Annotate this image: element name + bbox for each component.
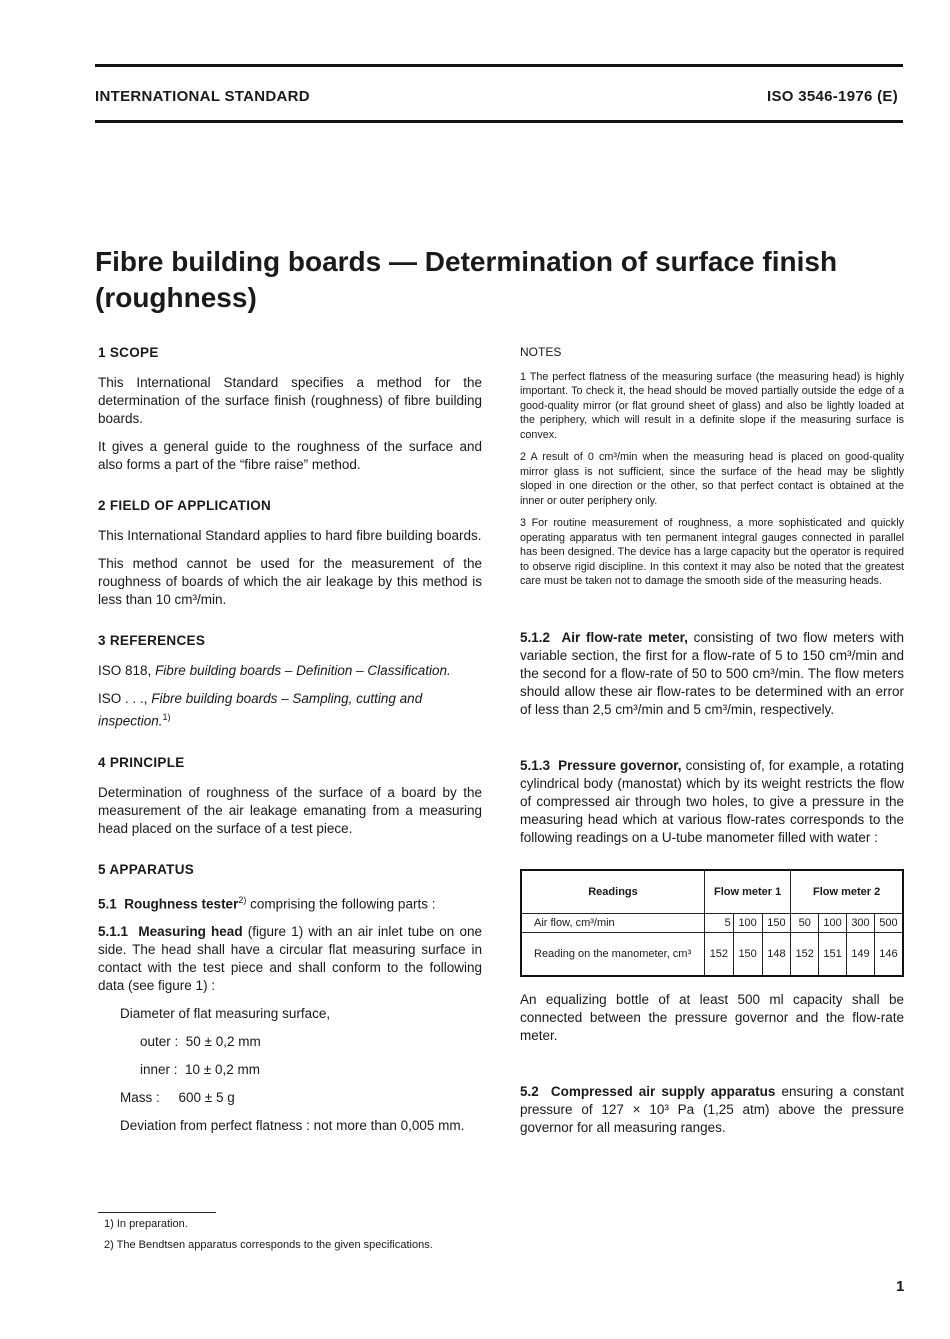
field-paragraph-1: This International Standard applies to hard fibre building boards. [98, 528, 482, 543]
clause-5-1-2-number: 5.1.2 [520, 629, 551, 645]
table-cell: 148 [762, 932, 791, 976]
footnote-rule [98, 1212, 216, 1213]
scope-paragraph-2: It gives a general guide to the roughness of the surface and also forms a part of the “fibre raise” method. [98, 439, 482, 472]
clause-5-2-number: 5.2 [520, 1083, 539, 1099]
mass-spec: Mass : 600 ± 5 g [120, 1090, 235, 1105]
reference-2-number: ISO . . ., [98, 691, 148, 706]
section-field-heading: 2 FIELD OF APPLICATION [98, 498, 272, 513]
note-2: 2 A result of 0 cm³/min when the measuring head is placed on good-quality mirror glass is not sufficient, since the surface of the head may be slightly sloped in one direction or the other, so that perfect contact is obtained at the inner or outer periphery only. [520, 451, 904, 507]
left-column [98, 345, 482, 1145]
table-cell: 100 [733, 913, 762, 932]
clause-5-1-1 [98, 923, 482, 995]
notes-block [520, 345, 904, 589]
equalizing-bottle-paragraph: An equalizing bottle of at least 500 ml capacity shall be connected between the pressure governor and the flow-rate meter. [520, 991, 904, 1043]
table-cell: 500 [874, 913, 903, 932]
deviation-spec: Deviation from perfect flatness : not more than 0,005 mm. [120, 1118, 465, 1133]
table-row-manometer [521, 932, 903, 976]
reference-iso-818 [98, 662, 482, 680]
reference-2-title: Fibre building boards – Sampling, cutting and inspection. [98, 691, 423, 729]
notes-label: NOTES [520, 345, 562, 359]
row-label-manometer: Reading on the manometer, cm³ [521, 932, 705, 976]
table-row-air-flow [521, 913, 903, 932]
clause-5-1 [98, 891, 482, 914]
table-cell: 100 [819, 913, 847, 932]
table-cell: 152 [705, 932, 734, 976]
clause-5-1-3 [520, 757, 904, 847]
header-standard-label: INTERNATIONAL STANDARD [95, 88, 310, 105]
footnote-1: 1) In preparation. [104, 1218, 188, 1230]
inner-diameter: inner : 10 ± 0,2 mm [140, 1062, 260, 1077]
clause-5-1-1-text: (figure 1) with an air inlet tube on one side. The head shall have a circular flat measuring surface in contact with the test piece and shall conform to the following data (see figure 1) : [98, 924, 482, 993]
scope-paragraph-1: This International Standard specifies a method for the determination of the surface finish (roughness) of fibre building boards. [98, 375, 482, 426]
header-flow-meter-2: Flow meter 2 [791, 870, 903, 914]
outer-diameter: outer : 50 ± 0,2 mm [140, 1034, 261, 1049]
diameter-label: Diameter of flat measuring surface, [120, 1006, 331, 1021]
clause-5-2-text: ensuring a constant pressure of 127 × 10³ Pa (1,25 atm) above the pressure governor for all measuring ranges. [520, 1083, 904, 1135]
table-cell: 149 [847, 932, 875, 976]
page-title: Fibre building boards — Determination of surface finish (roughness) [95, 246, 838, 313]
section-apparatus-heading: 5 APPARATUS [98, 861, 195, 877]
table-cell: 151 [819, 932, 847, 976]
table-cell: 300 [847, 913, 875, 932]
reference-1-number: ISO 818, [98, 663, 152, 678]
page-number: 1 [896, 1278, 905, 1295]
principle-paragraph: Determination of roughness of the surface of a board by the measurement of the air leakage emanating from a measuring head placed on the surface of a test piece. [98, 784, 482, 836]
clause-5-1-2 [520, 629, 904, 719]
clause-5-1-2-text: consisting of two flow meters with variable section, the first for a flow-rate of 5 to 150 cm³/min and the second for a flow-rate of 50 to 500 cm³/min. The flow meters should allow these air flow-rates to be determined with an error of less than 2,5 cm³/min and 5 cm³/min, respectively. [520, 629, 904, 717]
clause-5-1-text: comprising the following parts : [250, 896, 436, 911]
clause-5-1-3-term: Pressure governor, [558, 757, 682, 773]
header-rule [95, 120, 903, 123]
clause-5-2-term: Compressed air supply apparatus [550, 1083, 776, 1099]
section-principle-heading: 4 PRINCIPLE [98, 754, 185, 770]
note-3: 3 For routine measurement of roughness, a more sophisticated and quickly operating apparatus with ten permanent integral gauges connected in parallel has been designed. The device has a large capacity but the operator is required to observe rigid discipline. In this context it may also be noted that the greatest care must be taken not to damage the smooth side of the measuring heads. [520, 517, 904, 587]
manometer-readings-table [520, 869, 904, 977]
clause-5-1-3-text: consisting of, for example, a rotating cylindrical body (manostat) which by its weight restricts the flow of compressed air through two holes, to give a pressure in the measuring head which at various flow-rates corresponds to the following readings on a U-tube manometer filled with water : [520, 757, 904, 845]
table-cell: 146 [874, 932, 903, 976]
header-readings: Readings [521, 870, 705, 914]
reference-iso-pending [98, 690, 482, 731]
table-cell: 150 [733, 932, 762, 976]
clause-5-1-term: Roughness tester [124, 896, 239, 911]
table-header-row [521, 870, 903, 914]
footnote-ref-2: 2) [238, 894, 247, 905]
note-1: 1 The perfect flatness of the measuring surface (the measuring head) is highly important. To check it, the head should be moved partially outside the edge of a good-quality mirror (or flat ground sheet of glass) and also be lightly loaded at the periphery, which will result in a definite slope if the measuring surface is convex. [520, 370, 904, 441]
clause-5-1-1-number: 5.1.1 [98, 924, 129, 939]
clause-5-1-3-number: 5.1.3 [520, 757, 551, 773]
field-paragraph-2: This method cannot be used for the measurement of the roughness of boards of which the air leakage by this method is less than 10 cm³/min. [98, 556, 482, 607]
footnote-2: 2) The Bendtsen apparatus corresponds to the given specifications. [104, 1239, 433, 1251]
top-rule [95, 64, 903, 67]
header-flow-meter-1: Flow meter 1 [705, 870, 791, 914]
table-cell: 50 [791, 913, 819, 932]
section-references-heading: 3 REFERENCES [98, 633, 206, 648]
right-column [520, 345, 904, 1147]
clause-5-2 [520, 1083, 904, 1137]
reference-1-title: Fibre building boards – Definition – Classification. [155, 663, 451, 678]
header-iso-number: ISO 3546-1976 (E) [766, 88, 898, 105]
clause-5-1-2-term: Air flow-rate meter, [561, 629, 688, 645]
clause-5-1-number: 5.1 [98, 896, 117, 911]
table-cell: 152 [791, 932, 819, 976]
table-cell: 5 [705, 913, 734, 932]
row-label-air-flow: Air flow, cm³/min [521, 913, 705, 932]
table-cell: 150 [762, 913, 791, 932]
clause-5-1-1-term: Measuring head [138, 924, 243, 939]
footnote-ref-1: 1) [162, 712, 171, 722]
section-scope-heading: 1 SCOPE [98, 345, 159, 360]
